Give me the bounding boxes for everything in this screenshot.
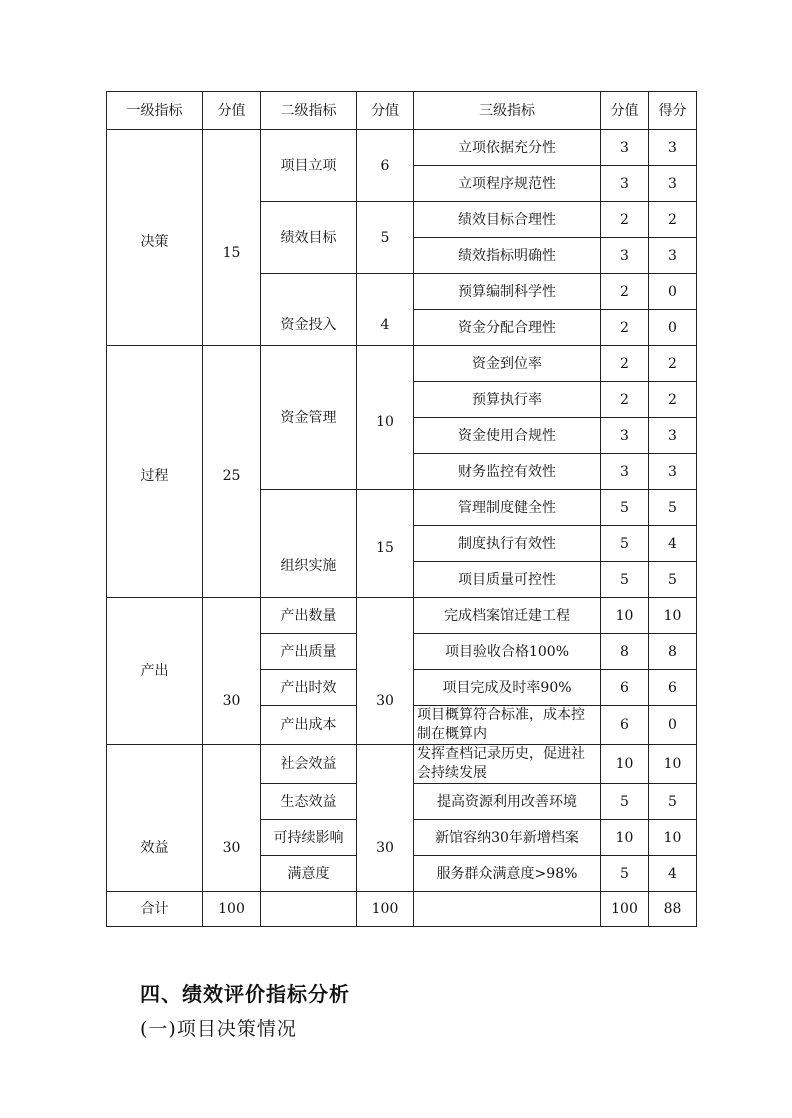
item-score: 3 (601, 418, 649, 454)
item-got: 2 (649, 202, 697, 238)
item-score: 3 (601, 166, 649, 202)
item-name: 项目概算符合标准，成本控制在概算内 (414, 706, 601, 745)
subgroup-name: 项目立项 (261, 130, 357, 202)
item-name: 完成档案馆迁建工程 (414, 598, 601, 634)
item-name: 预算执行率 (414, 382, 601, 418)
item-score: 5 (601, 784, 649, 820)
subgroup-score: 4 (357, 274, 414, 346)
table-row (107, 346, 697, 382)
item-score: 5 (601, 856, 649, 892)
item-name: 绩效目标合理性 (414, 202, 601, 238)
item-score: 10 (601, 598, 649, 634)
item-got: 2 (649, 346, 697, 382)
subgroup-score: 6 (357, 130, 414, 202)
subgroup-name: 生态效益 (261, 784, 357, 820)
item-score: 2 (601, 274, 649, 310)
item-score: 2 (601, 382, 649, 418)
item-got: 4 (649, 856, 697, 892)
table-row (107, 598, 697, 634)
group-name: 效益 (107, 745, 203, 892)
item-name: 项目验收合格100% (414, 634, 601, 670)
item-name: 资金到位率 (414, 346, 601, 382)
item-name: 管理制度健全性 (414, 490, 601, 526)
item-score: 5 (601, 490, 649, 526)
subgroup-name: 绩效目标 (261, 202, 357, 274)
item-score: 10 (601, 745, 649, 784)
subgroup-score: 30 (357, 745, 414, 892)
item-got: 0 (649, 706, 697, 745)
header-score1: 分值 (203, 92, 261, 130)
subgroup-name: 可持续影响 (261, 820, 357, 856)
subgroup-name: 满意度 (261, 856, 357, 892)
header-score2: 分值 (357, 92, 414, 130)
table-header-row (107, 92, 697, 130)
item-name: 立项依据充分性 (414, 130, 601, 166)
subgroup-score: 15 (357, 490, 414, 598)
item-name: 资金分配合理性 (414, 310, 601, 346)
group-name: 产出 (107, 598, 203, 745)
item-name: 新馆容纳30年新增档案 (414, 820, 601, 856)
total-empty-cell (414, 892, 601, 927)
header-level1: 一级指标 (107, 92, 203, 130)
group-score: 25 (203, 346, 261, 598)
item-name: 资金使用合规性 (414, 418, 601, 454)
item-score: 2 (601, 202, 649, 238)
item-got: 8 (649, 634, 697, 670)
subgroup-name: 产出时效 (261, 670, 357, 706)
header-level2: 二级指标 (261, 92, 357, 130)
subgroup-name: 资金投入 (261, 274, 357, 346)
item-score: 2 (601, 346, 649, 382)
item-score: 3 (601, 238, 649, 274)
item-name: 财务监控有效性 (414, 454, 601, 490)
item-got: 3 (649, 238, 697, 274)
table-row (107, 745, 697, 784)
subgroup-name: 产出成本 (261, 706, 357, 745)
item-score: 3 (601, 130, 649, 166)
subgroup-name: 资金管理 (261, 346, 357, 490)
item-name: 立项程序规范性 (414, 166, 601, 202)
item-got: 0 (649, 310, 697, 346)
header-level3: 三级指标 (414, 92, 601, 130)
item-name: 制度执行有效性 (414, 526, 601, 562)
group-name: 过程 (107, 346, 203, 598)
item-score: 6 (601, 706, 649, 745)
total-empty-cell (261, 892, 357, 927)
subsection-heading: (一)项目决策情况 (140, 1018, 297, 1040)
subgroup-name: 组织实施 (261, 490, 357, 598)
item-got: 6 (649, 670, 697, 706)
table-row (107, 130, 697, 166)
subgroup-score: 10 (357, 346, 414, 490)
item-score: 6 (601, 670, 649, 706)
subgroup-name: 产出数量 (261, 598, 357, 634)
group-score: 30 (203, 745, 261, 892)
total-score2: 100 (357, 892, 414, 927)
subgroup-score: 30 (357, 598, 414, 745)
group-score: 15 (203, 130, 261, 346)
item-score: 2 (601, 310, 649, 346)
item-name: 预算编制科学性 (414, 274, 601, 310)
item-got: 3 (649, 454, 697, 490)
item-got: 5 (649, 490, 697, 526)
total-score1: 100 (203, 892, 261, 927)
section-heading: 四、绩效评价指标分析 (140, 982, 350, 1006)
header-score3: 分值 (601, 92, 649, 130)
item-score: 5 (601, 526, 649, 562)
item-got: 4 (649, 526, 697, 562)
total-row (107, 892, 697, 927)
total-got: 88 (649, 892, 697, 927)
item-got: 3 (649, 130, 697, 166)
item-name: 项目质量可控性 (414, 562, 601, 598)
item-score: 5 (601, 562, 649, 598)
item-score: 10 (601, 820, 649, 856)
item-got: 3 (649, 418, 697, 454)
header-got: 得分 (649, 92, 697, 130)
item-name: 绩效指标明确性 (414, 238, 601, 274)
total-label: 合计 (107, 892, 203, 927)
item-score: 8 (601, 634, 649, 670)
total-score3: 100 (601, 892, 649, 927)
item-name: 发挥查档记录历史，促进社会持续发展 (414, 745, 601, 784)
subgroup-score: 5 (357, 202, 414, 274)
item-got: 10 (649, 745, 697, 784)
item-score: 3 (601, 454, 649, 490)
item-got: 2 (649, 382, 697, 418)
item-name: 项目完成及时率90% (414, 670, 601, 706)
item-got: 5 (649, 784, 697, 820)
item-got: 5 (649, 562, 697, 598)
group-name: 决策 (107, 130, 203, 346)
item-name: 服务群众满意度>98% (414, 856, 601, 892)
group-score: 30 (203, 598, 261, 745)
item-got: 3 (649, 166, 697, 202)
item-got: 10 (649, 598, 697, 634)
item-got: 10 (649, 820, 697, 856)
subgroup-name: 社会效益 (261, 745, 357, 784)
item-name: 提高资源利用改善环境 (414, 784, 601, 820)
subgroup-name: 产出质量 (261, 634, 357, 670)
item-got: 0 (649, 274, 697, 310)
performance-score-table (106, 91, 697, 927)
